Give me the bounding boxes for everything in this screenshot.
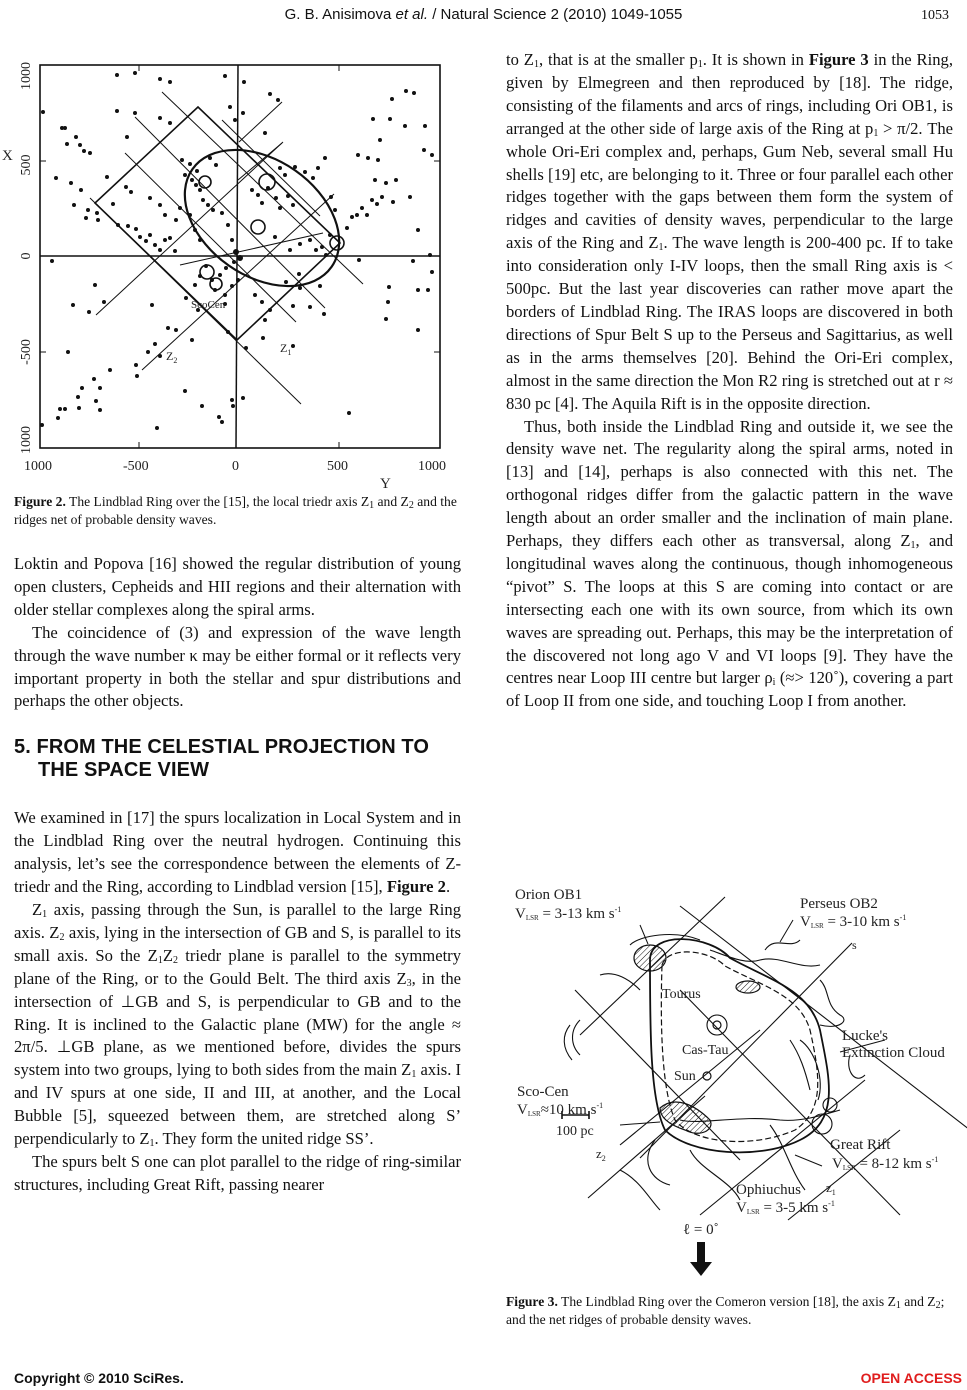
label-ophiuchus-vlsr: VLSR = 3-5 km $s^{-1}$ (736, 1199, 835, 1216)
paragraph: We examined in [17] the spurs localization in Local System and in the Lindblad Ring over the neutral hydrogen. Continuing this analysis, let’s see the correspondence between the elements of Z-triedr and the Ring, according to Lindblad version [15], Figure 2. (14, 808, 461, 897)
svg-text:1000: 1000 (24, 459, 52, 474)
svg-text:1000: 1000 (19, 426, 34, 454)
svg-text:-500: -500 (19, 339, 34, 365)
page-footer (14, 1370, 962, 1390)
perseus-ob2-region (736, 981, 760, 993)
open-access-badge: OPEN ACCESS (860, 1370, 962, 1386)
svg-text:0: 0 (232, 459, 239, 474)
label-taurus: Tourus (662, 987, 701, 1002)
figure-2-y-axis-label: X (2, 148, 13, 164)
label-sun: Sun (674, 1069, 696, 1084)
figure-2 (0, 40, 470, 490)
label-z1: $z_1$ (826, 1180, 836, 1197)
label-great-rift-vlsr: VLSR = 8-12 km $s^{-1}$ (832, 1155, 939, 1172)
section-heading: 5. FROM THE CELESTIAL PROJECTION TO THE SPACE VIEW (14, 736, 430, 782)
label-orion-ob1: Orion OB1 (515, 887, 583, 903)
label-ophiuchus: Ophiuchus (736, 1182, 801, 1198)
svg-text:0: 0 (19, 252, 34, 260)
label-s: s (852, 938, 857, 952)
svg-text:Z1: $Z_1$ (280, 341, 292, 357)
header-journal: / Natural Science 2 (2010) 1049-1055 (428, 6, 683, 23)
left-column (14, 493, 461, 1197)
label-z2: $z_2$ (596, 1146, 606, 1163)
figure-3-diagram (500, 880, 967, 1290)
svg-text:1000: 1000 (19, 62, 34, 90)
paragraph: Loktin and Popova [16] showed the regular distribution of young open clusters, Cepheids and HII regions and their alternation with older stellar complexes along the spiral arms. (14, 554, 461, 619)
right-column (506, 49, 953, 713)
label-great-rift: Great Rift (830, 1137, 891, 1153)
figure-2-scocen-label: ScoCen (191, 299, 226, 311)
paragraph: $Z_1$ axis, passing through the Sun, is parallel to the large Ring axis. $Z_2$ axis, lying in the intersection of GB and S, is parallel to its small axis. So the $Z_1Z_2$ triedr plane is parallel to the symmetry plane of the Ring, or to the Gould Belt. The third axis $Z_3$, in the intersection of ⊥GB and S, is perpendicular to GB and to the Ring. It is inclined to the Galactic plane (MW) for the angle ≈ 2π/5. ⊥GB plane, as we mentioned before, divides the spurs system into two groups, lying to both sides from the main $Z_1$ axis. I and IV spurs at one side, II and III, at another, and the Local Bubble [5], squeezed between them, are stretched along S’ perpendicularly to $Z_1$. They form the united ridge SS’. (14, 899, 462, 1150)
paragraph: The coincidence of (3) and expression of the wave length through the wave number κ may be either formal or it reflects very important property in both the stellar and spur distributions and perhaps the other objects. (14, 622, 461, 711)
orion-ob1-region (634, 945, 666, 971)
svg-text:500: 500 (327, 459, 348, 474)
svg-text:1000: 1000 (418, 459, 446, 474)
paragraph: Thus, both inside the Lindblad Ring and outside it, we see the density wave net. The regularity along the spiral arms, noted in [13] and [14], perhaps is also connected with this net. The orthogonal ridges differ from the galactic pattern in the wave length about an order smaller and the inclination of main plane. Perhaps, they differs each other as transversal, along $Z_1$, and longitudinal waves along the continuous, though inhomogeneous “pivot” S. The loops at this S are coming into contact or are intersecting each one with its own source, from which its own waves are spreading out. Perhaps, this may be the interpretation of the discovered not long ago V and VI loops [9]. They have the centres near Loop III centre but larger $\rho_i$ (≈> 120˚), covering a part of Loop II from one side, and touching Loop I from another. (506, 416, 953, 711)
copyright-notice: Copyright © 2010 SciRes. (14, 1370, 184, 1386)
header-authors: G. B. Anisimova (284, 6, 396, 23)
figure-2-caption: Figure 2. The Lindblad Ring over the [15], the local triedr axis $Z_1$ and $Z_2$ and the ridges net of probable density waves. (14, 494, 457, 527)
svg-text:-500: -500 (123, 459, 149, 474)
figure-2-plot (0, 40, 470, 490)
label-orion-vlsr: VLSR = 3-13 km $s^{-1}$ (515, 905, 622, 922)
running-title (0, 6, 967, 23)
label-extinction-cloud: Extinction Cloud (842, 1045, 945, 1061)
paragraph: to $Z_1$, that is at the smaller $p_1$. It is shown in Figure 3 in the Ring, given by Elmegreen and then reproduced by [18]. The ridge, consisting of the filaments and arcs of rings, including Ori OB1, is arranged at the other side of large axis of the Ring at $p_1 > \pi/2$. The whole Ori-Eri complex and, perhaps, Gum Neb, several small Hu shells [19] etc, are belonging to it. Three or four parallel each other ridges together with the gaps between them form the system of ridges and cavities of density waves, perpendicular to the large axis of the Ring and $Z_1$. The wave length is 200-400 pc. If to take into consideration only I-IV loops, then the small Ring axis is < 500pc. But the last year discoveries can rather move apart the borders of Lindblad Ring. The IRAS loops are discovered in both directions of Spur Belt S up to the Perseus and Sagittarius, as well as in the arms themselves [20]. Behind the Ori-Eri complex, almost in the same direction the Mon R2 ring is stretched out at r ≈ 830 pc [4]. The Aquila Rift is in the opposite direction. (506, 50, 953, 413)
figure-2-x-axis-label: Y (380, 476, 391, 490)
svg-text:500: 500 (19, 154, 34, 176)
label-sco-cen-vlsr: VLSR≈10 km $s^{-1}$ (517, 1101, 604, 1118)
svg-text:Z2: $Z_2$ (166, 349, 178, 365)
page-number: 1053 (921, 8, 949, 23)
figure-3-caption-block (506, 1293, 953, 1329)
longitude-label: ℓ = 0˚ (683, 1222, 719, 1238)
figure-3 (500, 880, 967, 1290)
label-cas-tau: Cas-Tau (682, 1043, 729, 1058)
label-perseus-ob2: Perseus OB2 (800, 896, 878, 912)
direction-arrow-icon (690, 1242, 712, 1276)
header-etal: et al. (395, 6, 429, 23)
figure-3-caption: Figure 3. The Lindblad Ring over the Comeron version [18], the axis $Z_1$ and $Z_2$; and the net ridges of probable density waves. (506, 1294, 945, 1327)
label-sco-cen: Sco-Cen (517, 1084, 569, 1100)
running-header (0, 4, 967, 24)
paragraph: The spurs belt S one can plot parallel to the ridge of ring-similar structures, including Great Rift, passing nearer (14, 1151, 461, 1194)
label-perseus-vlsr: VLSR = 3-10 km $s^{-1}$ (800, 913, 907, 930)
label-lucke: Lucke's (842, 1028, 889, 1044)
scale-label: 100 pc (556, 1124, 594, 1139)
